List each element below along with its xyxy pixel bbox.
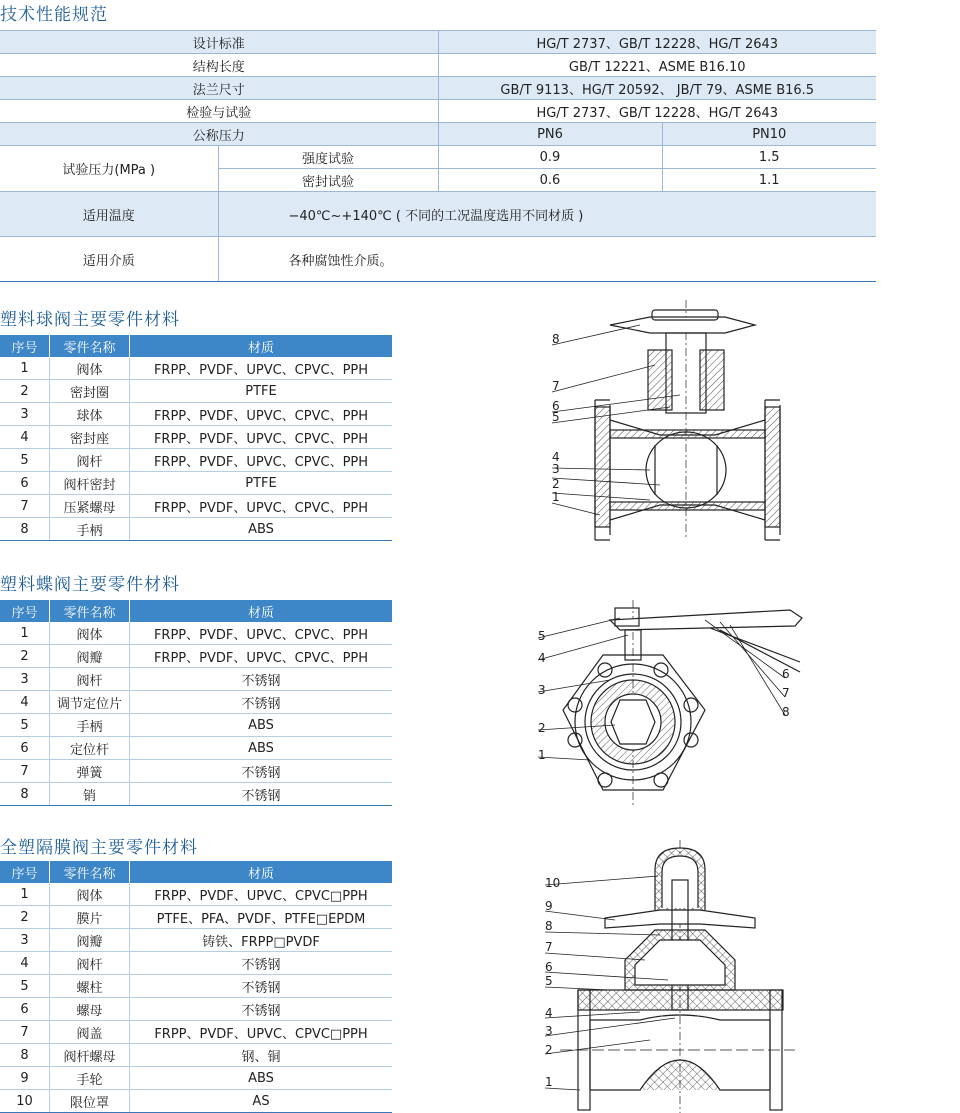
spec-label: 结构长度 — [0, 54, 438, 77]
part-name: 手轮 — [50, 1067, 130, 1090]
part-material: 不锈钢 — [130, 783, 393, 806]
part-number: 1 — [0, 622, 50, 645]
part-name: 手柄 — [50, 518, 130, 541]
part-material: PTFE、PFA、PVDF、PTFE□EPDM — [130, 906, 393, 929]
part-material: ABS — [130, 714, 393, 737]
spec-row — [0, 31, 876, 54]
part-name: 销 — [50, 783, 130, 806]
table-row — [0, 449, 392, 472]
diaphragm-label: 7 — [545, 940, 553, 954]
table-row — [0, 357, 392, 380]
ball-valve-diagram — [540, 295, 800, 545]
part-number: 8 — [0, 1044, 50, 1067]
table-row — [0, 952, 392, 975]
table-row — [0, 472, 392, 495]
temp-label: 适用温度 — [0, 192, 218, 237]
part-material: FRPP、PVDF、UPVC、CPVC□PPH — [130, 883, 393, 906]
table-row — [0, 645, 392, 668]
part-name: 阀体 — [50, 883, 130, 906]
col-no: 序号 — [0, 600, 50, 622]
part-material: 钢、铜 — [130, 1044, 393, 1067]
part-number: 4 — [0, 691, 50, 714]
part-number: 6 — [0, 998, 50, 1021]
ball-label: 6 — [552, 399, 560, 413]
part-name: 螺柱 — [50, 975, 130, 998]
part-number: 2 — [0, 380, 50, 403]
col-no: 序号 — [0, 335, 50, 357]
part-material: 铸铁、FRPP□PVDF — [130, 929, 393, 952]
part-number: 6 — [0, 472, 50, 495]
part-material: ABS — [130, 1067, 393, 1090]
pressure-label: 公称压力 — [0, 123, 438, 146]
spec-row — [0, 237, 876, 282]
strength-pn10: 1.5 — [662, 146, 876, 169]
table-header-row — [0, 335, 392, 357]
col-material: 材质 — [130, 600, 393, 622]
part-name: 阀瓣 — [50, 929, 130, 952]
strength-pn6: 0.9 — [438, 146, 662, 169]
diaphragm-table — [0, 861, 392, 1113]
part-material: 不锈钢 — [130, 668, 393, 691]
media-value: 各种腐蚀性介质。 — [218, 237, 876, 282]
part-name: 螺母 — [50, 998, 130, 1021]
table-row — [0, 1090, 392, 1113]
media-label: 适用介质 — [0, 237, 218, 282]
table-row — [0, 1067, 392, 1090]
spec-title: 技术性能规范 — [0, 5, 108, 25]
part-material: ABS — [130, 518, 393, 541]
spec-row — [0, 54, 876, 77]
butterfly-label: 6 — [782, 667, 790, 681]
diaphragm-label: 1 — [545, 1075, 553, 1089]
spec-value: HG/T 2737、GB/T 12228、HG/T 2643 — [438, 100, 876, 123]
table-row — [0, 737, 392, 760]
col-material: 材质 — [130, 335, 393, 357]
diaphragm-valve-diagram — [540, 840, 800, 1113]
part-number: 5 — [0, 449, 50, 472]
part-number: 1 — [0, 357, 50, 380]
spec-label: 检验与试验 — [0, 100, 438, 123]
part-name: 阀瓣 — [50, 645, 130, 668]
part-material: FRPP、PVDF、UPVC、CPVC、PPH — [130, 449, 393, 472]
test-pressure-label: 试验压力(MPa ) — [0, 146, 218, 192]
table-row — [0, 518, 392, 541]
part-name: 阀盖 — [50, 1021, 130, 1044]
part-name: 手柄 — [50, 714, 130, 737]
part-name: 阀杆 — [50, 668, 130, 691]
pn10-header: PN10 — [662, 123, 876, 146]
part-material: FRPP、PVDF、UPVC、CPVC□PPH — [130, 1021, 393, 1044]
butterfly-label: 3 — [538, 683, 546, 697]
part-number: 5 — [0, 714, 50, 737]
col-material: 材质 — [130, 861, 393, 883]
spec-value: GB/T 9113、HG/T 20592、 JB/T 79、ASME B16.5 — [438, 77, 876, 100]
part-number: 4 — [0, 426, 50, 449]
part-number: 6 — [0, 737, 50, 760]
part-name: 密封座 — [50, 426, 130, 449]
part-name: 阀杆 — [50, 449, 130, 472]
table-row — [0, 714, 392, 737]
part-number: 1 — [0, 883, 50, 906]
spec-row — [0, 192, 876, 237]
spec-row — [0, 100, 876, 123]
part-name: 球体 — [50, 403, 130, 426]
part-name: 限位罩 — [50, 1090, 130, 1113]
seal-pn6: 0.6 — [438, 169, 662, 192]
part-material: ABS — [130, 737, 393, 760]
part-number: 3 — [0, 929, 50, 952]
table-row — [0, 668, 392, 691]
part-number: 8 — [0, 783, 50, 806]
part-name: 阀体 — [50, 622, 130, 645]
diaphragm-label: 8 — [545, 919, 553, 933]
diaphragm-label: 2 — [545, 1043, 553, 1057]
butterfly-label: 8 — [782, 705, 790, 719]
table-row — [0, 403, 392, 426]
butterfly-label: 4 — [538, 651, 546, 665]
part-number: 7 — [0, 760, 50, 783]
part-name: 弹簧 — [50, 760, 130, 783]
part-number: 2 — [0, 906, 50, 929]
part-material: 不锈钢 — [130, 998, 393, 1021]
table-row — [0, 622, 392, 645]
spec-value: GB/T 12221、ASME B16.10 — [438, 54, 876, 77]
part-name: 压紧螺母 — [50, 495, 130, 518]
diaphragm-label: 5 — [545, 974, 553, 988]
table-row — [0, 495, 392, 518]
part-material: FRPP、PVDF、UPVC、CPVC、PPH — [130, 495, 393, 518]
part-name: 膜片 — [50, 906, 130, 929]
part-material: FRPP、PVDF、UPVC、CPVC、PPH — [130, 403, 393, 426]
part-number: 3 — [0, 403, 50, 426]
table-row — [0, 1021, 392, 1044]
part-material: PTFE — [130, 380, 393, 403]
spec-label: 设计标准 — [0, 31, 438, 54]
butterfly-valve-diagram — [530, 600, 810, 805]
table-row — [0, 883, 392, 906]
part-name: 阀杆密封 — [50, 472, 130, 495]
part-name: 阀杆 — [50, 952, 130, 975]
table-row — [0, 691, 392, 714]
col-name: 零件名称 — [50, 861, 130, 883]
col-name: 零件名称 — [50, 335, 130, 357]
spec-table — [0, 30, 876, 282]
table-row — [0, 783, 392, 806]
part-name: 阀体 — [50, 357, 130, 380]
diaphragm-label: 6 — [545, 960, 553, 974]
seal-pn10: 1.1 — [662, 169, 876, 192]
part-material: FRPP、PVDF、UPVC、CPVC、PPH — [130, 357, 393, 380]
ball-label: 7 — [552, 379, 560, 393]
part-material: 不锈钢 — [130, 760, 393, 783]
ball-label: 2 — [552, 477, 560, 491]
table-header-row — [0, 600, 392, 622]
ball-label: 8 — [552, 332, 560, 346]
part-number: 7 — [0, 495, 50, 518]
part-number: 9 — [0, 1067, 50, 1090]
table-row — [0, 380, 392, 403]
ball-label: 5 — [552, 410, 560, 424]
spec-row — [0, 123, 876, 146]
ball-title: 塑料球阀主要零件材料 — [0, 310, 180, 330]
part-number: 7 — [0, 1021, 50, 1044]
table-header-row — [0, 861, 392, 883]
table-row — [0, 760, 392, 783]
part-material: 不锈钢 — [130, 691, 393, 714]
butterfly-label: 2 — [538, 721, 546, 735]
butterfly-label: 7 — [782, 686, 790, 700]
ball-label: 4 — [552, 450, 560, 464]
table-row — [0, 929, 392, 952]
spec-label: 法兰尺寸 — [0, 77, 438, 100]
part-material: FRPP、PVDF、UPVC、CPVC、PPH — [130, 645, 393, 668]
temp-value: −40℃~+140℃ ( 不同的工况温度选用不同材质 ) — [218, 192, 876, 237]
part-number: 4 — [0, 952, 50, 975]
ball-table — [0, 335, 392, 541]
butterfly-table — [0, 600, 392, 806]
diaphragm-title: 全塑隔膜阀主要零件材料 — [0, 838, 198, 858]
part-material: PTFE — [130, 472, 393, 495]
part-material: 不锈钢 — [130, 952, 393, 975]
col-name: 零件名称 — [50, 600, 130, 622]
spec-row — [0, 77, 876, 100]
part-number: 5 — [0, 975, 50, 998]
table-row — [0, 975, 392, 998]
part-number: 8 — [0, 518, 50, 541]
butterfly-label: 5 — [538, 629, 546, 643]
spec-row — [0, 146, 876, 169]
part-material: FRPP、PVDF、UPVC、CPVC、PPH — [130, 426, 393, 449]
butterfly-title: 塑料蝶阀主要零件材料 — [0, 575, 180, 595]
strength-label: 强度试验 — [218, 146, 438, 169]
table-row — [0, 426, 392, 449]
part-number: 2 — [0, 645, 50, 668]
part-name: 密封圈 — [50, 380, 130, 403]
diaphragm-label: 9 — [545, 899, 553, 913]
ball-label: 3 — [552, 462, 560, 476]
spec-value: HG/T 2737、GB/T 12228、HG/T 2643 — [438, 31, 876, 54]
part-name: 定位杆 — [50, 737, 130, 760]
pn6-header: PN6 — [438, 123, 662, 146]
diaphragm-label: 4 — [545, 1006, 553, 1020]
part-material: 不锈钢 — [130, 975, 393, 998]
diaphragm-label: 3 — [545, 1024, 553, 1038]
part-number: 10 — [0, 1090, 50, 1113]
table-row — [0, 1044, 392, 1067]
part-name: 调节定位片 — [50, 691, 130, 714]
table-row — [0, 906, 392, 929]
part-name: 阀杆螺母 — [50, 1044, 130, 1067]
seal-label: 密封试验 — [218, 169, 438, 192]
table-row — [0, 998, 392, 1021]
col-no: 序号 — [0, 861, 50, 883]
part-number: 3 — [0, 668, 50, 691]
part-material: AS — [130, 1090, 393, 1113]
butterfly-label: 1 — [538, 748, 546, 762]
ball-label: 1 — [552, 490, 560, 504]
part-material: FRPP、PVDF、UPVC、CPVC、PPH — [130, 622, 393, 645]
diaphragm-label: 10 — [545, 876, 561, 890]
